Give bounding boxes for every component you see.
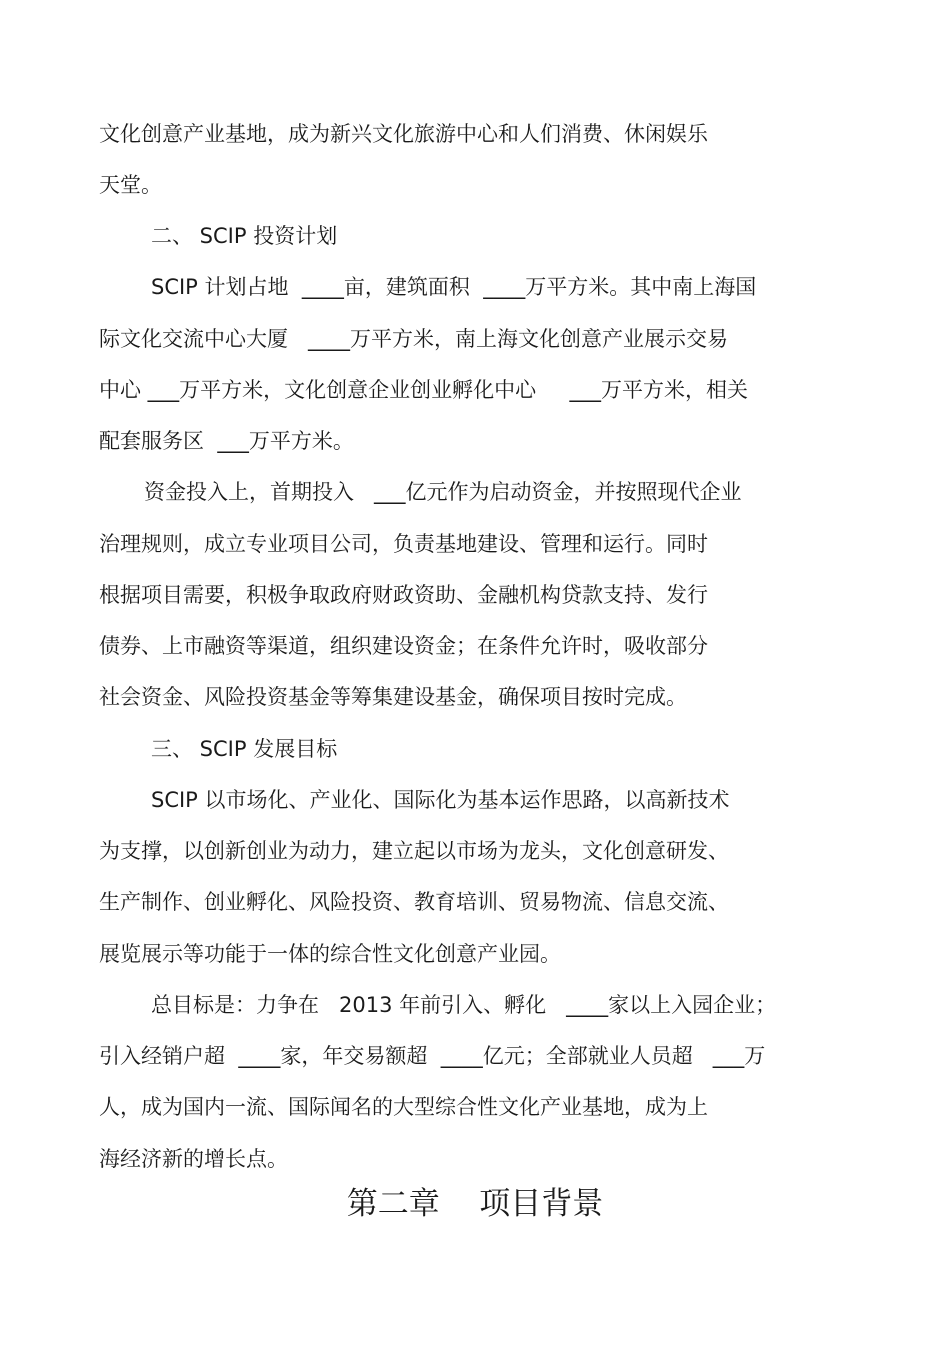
text-line: 根据项目需要，积极争取政府财政资助、金融机构贷款支持、发行 <box>99 583 708 607</box>
text-line: 债券、上市融资等渠道，组织建设资金；在条件允许时，吸收部分 <box>99 634 708 658</box>
text-line: 社会资金、风险投资基金等筹集建设基金，确保项目按时完成。 <box>99 685 687 709</box>
text-line: 际文化交流中心大厦 ____万平方米，南上海文化创意产业展示交易 <box>99 327 729 351</box>
text-line: 人，成为国内一流、国际闻名的大型综合性文化产业基地，成为上 <box>99 1095 708 1119</box>
text-line: 中心 ___万平方米，文化创意企业创业孵化中心 ___万平方米，相关 <box>99 378 749 402</box>
text-line: SCIP 以市场化、产业化、国际化为基本运作思路，以高新技术 <box>151 788 730 812</box>
section-heading: 三、 SCIP 发展目标 <box>151 737 338 761</box>
section-heading: 二、 SCIP 投资计划 <box>151 224 338 248</box>
text-line: 治理规则，成立专业项目公司，负责基地建设、管理和运行。同时 <box>99 532 708 556</box>
chapter-title: 第二章 项目背景 <box>346 1186 604 1222</box>
text-line: SCIP 计划占地 ____亩，建筑面积 ____万平方米。其中南上海国 <box>151 275 757 299</box>
text-line: 生产制作、创业孵化、风险投资、教育培训、贸易物流、信息交流、 <box>99 890 729 914</box>
text-line: 为支撑，以创新创业为动力，建立起以市场为龙头，文化创意研发、 <box>99 839 729 863</box>
text-line: 文化创意产业基地，成为新兴文化旅游中心和人们消费、休闲娱乐 <box>99 122 708 146</box>
text-line: 天堂。 <box>99 173 162 197</box>
text-line: 配套服务区 ___万平方米。 <box>99 429 354 453</box>
text-line: 总目标是：力争在 2013 年前引入、孵化 ____家以上入园企业； <box>151 993 777 1017</box>
text-line: 资金投入上，首期投入 ___亿元作为启动资金，并按照现代企业 <box>144 480 742 504</box>
text-line: 引入经销户超 ____家，年交易额超 ____亿元；全部就业人员超 ___万 <box>99 1044 766 1068</box>
text-line: 展览展示等功能于一体的综合性文化创意产业园。 <box>99 942 561 966</box>
text-line: 海经济新的增长点。 <box>99 1147 288 1171</box>
